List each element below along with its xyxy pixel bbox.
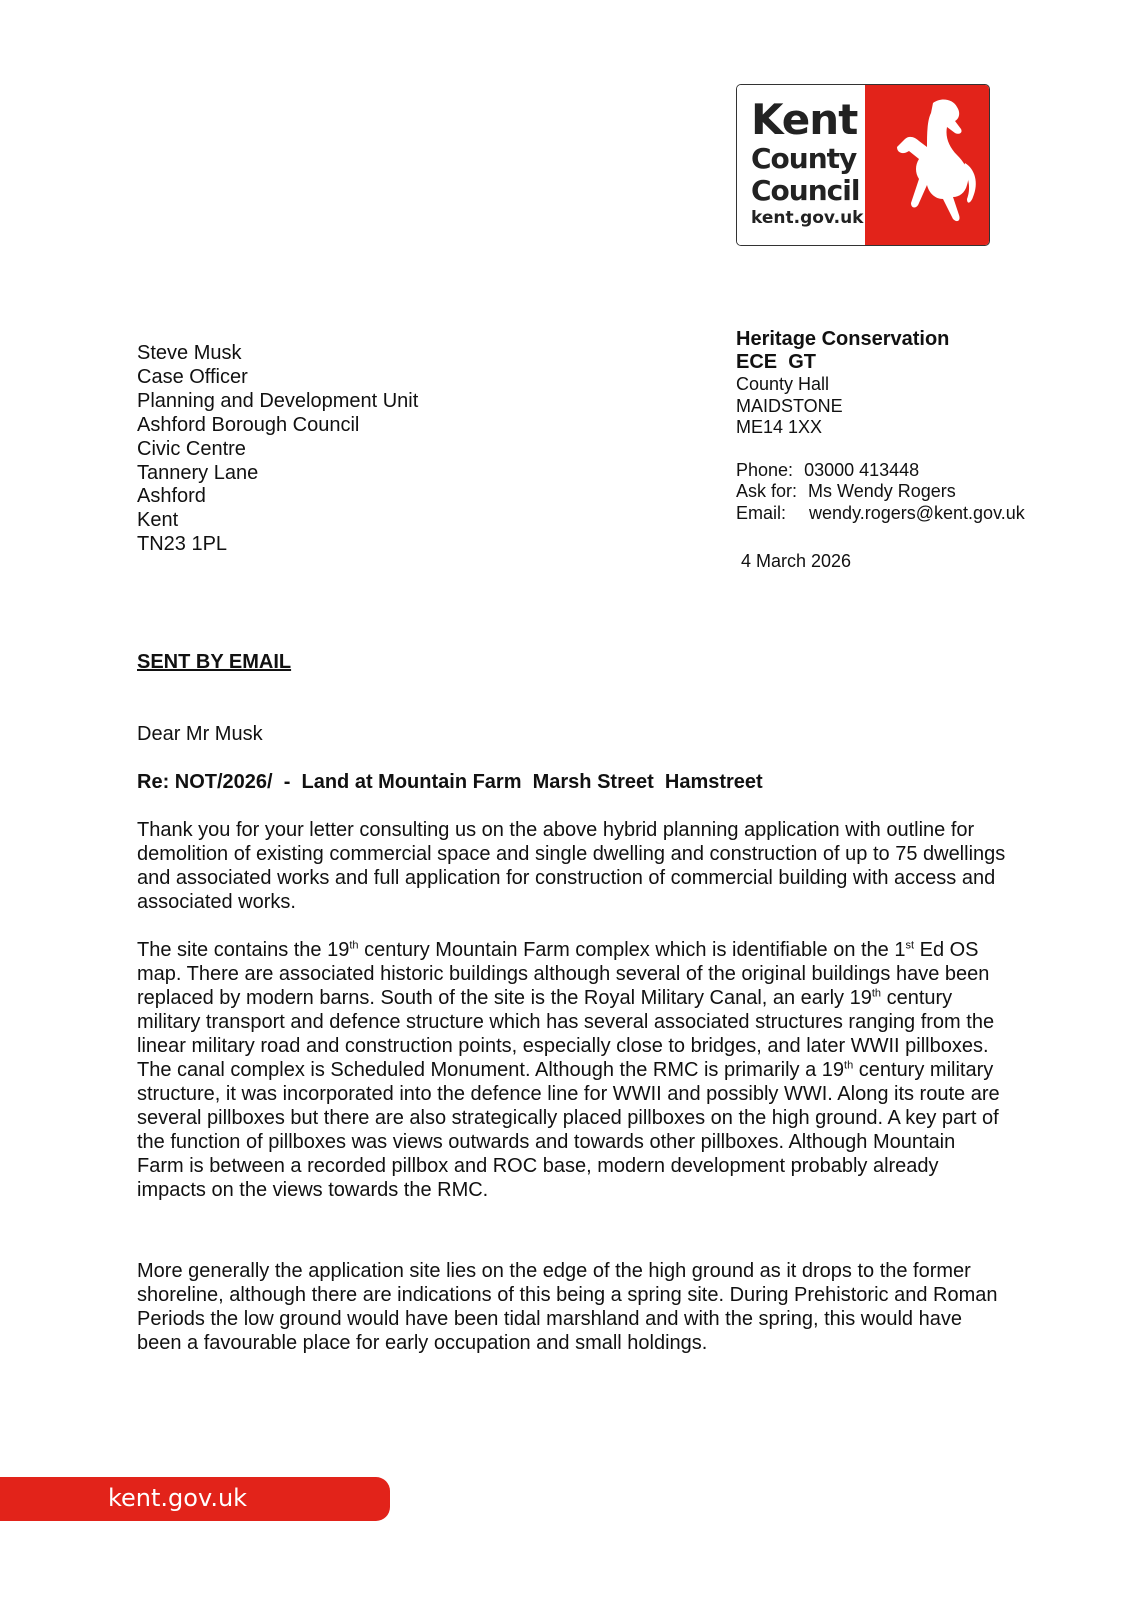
body-paragraph-2	[137, 938, 1007, 1202]
footer-bar	[0, 1477, 390, 1521]
logo-word-kent: Kent	[751, 95, 858, 144]
logo-word-county: County	[751, 142, 857, 175]
recipient-street: Tannery Lane	[137, 461, 259, 484]
kent-county-council-logo	[736, 84, 990, 246]
phone-value: 03000 413448	[804, 459, 920, 480]
recipient-unit: Planning and Development Unit	[137, 389, 419, 412]
recipient-postcode: TN23 1PL	[137, 533, 228, 556]
sender-department: Heritage Conservation	[736, 328, 950, 350]
sender-ask-for	[736, 481, 1025, 503]
p2-superscript: th	[871, 987, 882, 1000]
recipient-name: Steve Musk	[137, 342, 242, 364]
salutation: Dear Mr Musk	[137, 723, 263, 745]
white-horse-icon	[875, 93, 979, 239]
recipient-town: Ashford	[137, 485, 206, 508]
footer-url[interactable]: kent.gov.uk	[108, 1484, 248, 1512]
letter-date: 4 March 2026	[741, 551, 852, 571]
email-value[interactable]: wendy.rogers@kent.gov.uk	[809, 502, 1025, 523]
p2-text: The site contains the 19	[137, 939, 350, 961]
p2-text: century military transport and defence structure which has several associated structures ranging from the linear military road and construction points, especially close to bridges, and later WWII pillboxes. The canal complex is Scheduled Monument. Although the RMC is primarily a 19	[137, 987, 995, 1081]
recipient-building: Civic Centre	[137, 437, 246, 460]
recipient-council: Ashford Borough Council	[137, 413, 360, 436]
sender-email	[736, 503, 1025, 525]
ask-for-label: Ask for:	[736, 481, 798, 501]
p2-superscript: th	[844, 1059, 854, 1072]
p2-text: century Mountain Farm complex which is identifiable on the 1	[358, 939, 906, 961]
p2-text: century military structure, it was incorporated into the defence line for WWII and possibly WWI. Along its route are several pillboxes but there are also strategically placed pillboxes on the high ground. A key part of the function of pillboxes was views outwards and towards other pillboxes. Although Mountain Farm is between a recorded pillbox and ROC base, modern development probably already impacts on the views towards the RMC.	[137, 1059, 1000, 1201]
p2-superscript: th	[349, 939, 359, 952]
sender-unit: ECE GT	[736, 351, 817, 373]
ask-for-value: Ms Wendy Rogers	[808, 481, 956, 501]
body-paragraph-3: More generally the application site lies on the edge of the high ground as it drops to the former shoreline, although there are indications of this being a spring site. During Prehistoric and Roman Periods the low ground would have been tidal marshland and with the spring, this would have been a favourable place for early occupation and small holdings.	[137, 1260, 998, 1354]
subject-line: Re: NOT/2026/ - Land at Mountain Farm Marsh Street Hamstreet	[137, 771, 763, 793]
sender-phone	[736, 460, 1025, 482]
recipient-role: Case Officer	[137, 365, 248, 388]
recipient-county: Kent	[137, 509, 179, 532]
sender-address-line: ME14 1XX	[736, 417, 823, 437]
email-label: Email:	[736, 502, 787, 523]
body-paragraph-1: Thank you for your letter consulting us on the above hybrid planning application with outline for demolition of existing commercial space and single dwelling and construction of up to 75 dwellings and associated works and full application for construction of commercial building with access and associated works.	[137, 819, 1006, 913]
p2-text: Ed OS map. There are associated historic buildings although several of the original buildings have been replaced by modern barns. South of the site is the Royal Military Canal, an early 19	[137, 939, 990, 1009]
logo-word-council: Council	[751, 174, 860, 207]
logo-text-panel	[737, 85, 865, 245]
recipient-address	[137, 342, 418, 557]
logo-url: kent.gov.uk	[751, 208, 864, 228]
sender-block	[736, 328, 1025, 524]
p2-superscript: st	[905, 939, 915, 952]
sent-by-email-heading: SENT BY EMAIL	[137, 651, 292, 673]
phone-label: Phone:	[736, 459, 794, 480]
sender-address-line: County Hall	[736, 374, 830, 394]
sender-address-line: MAIDSTONE	[736, 395, 843, 416]
